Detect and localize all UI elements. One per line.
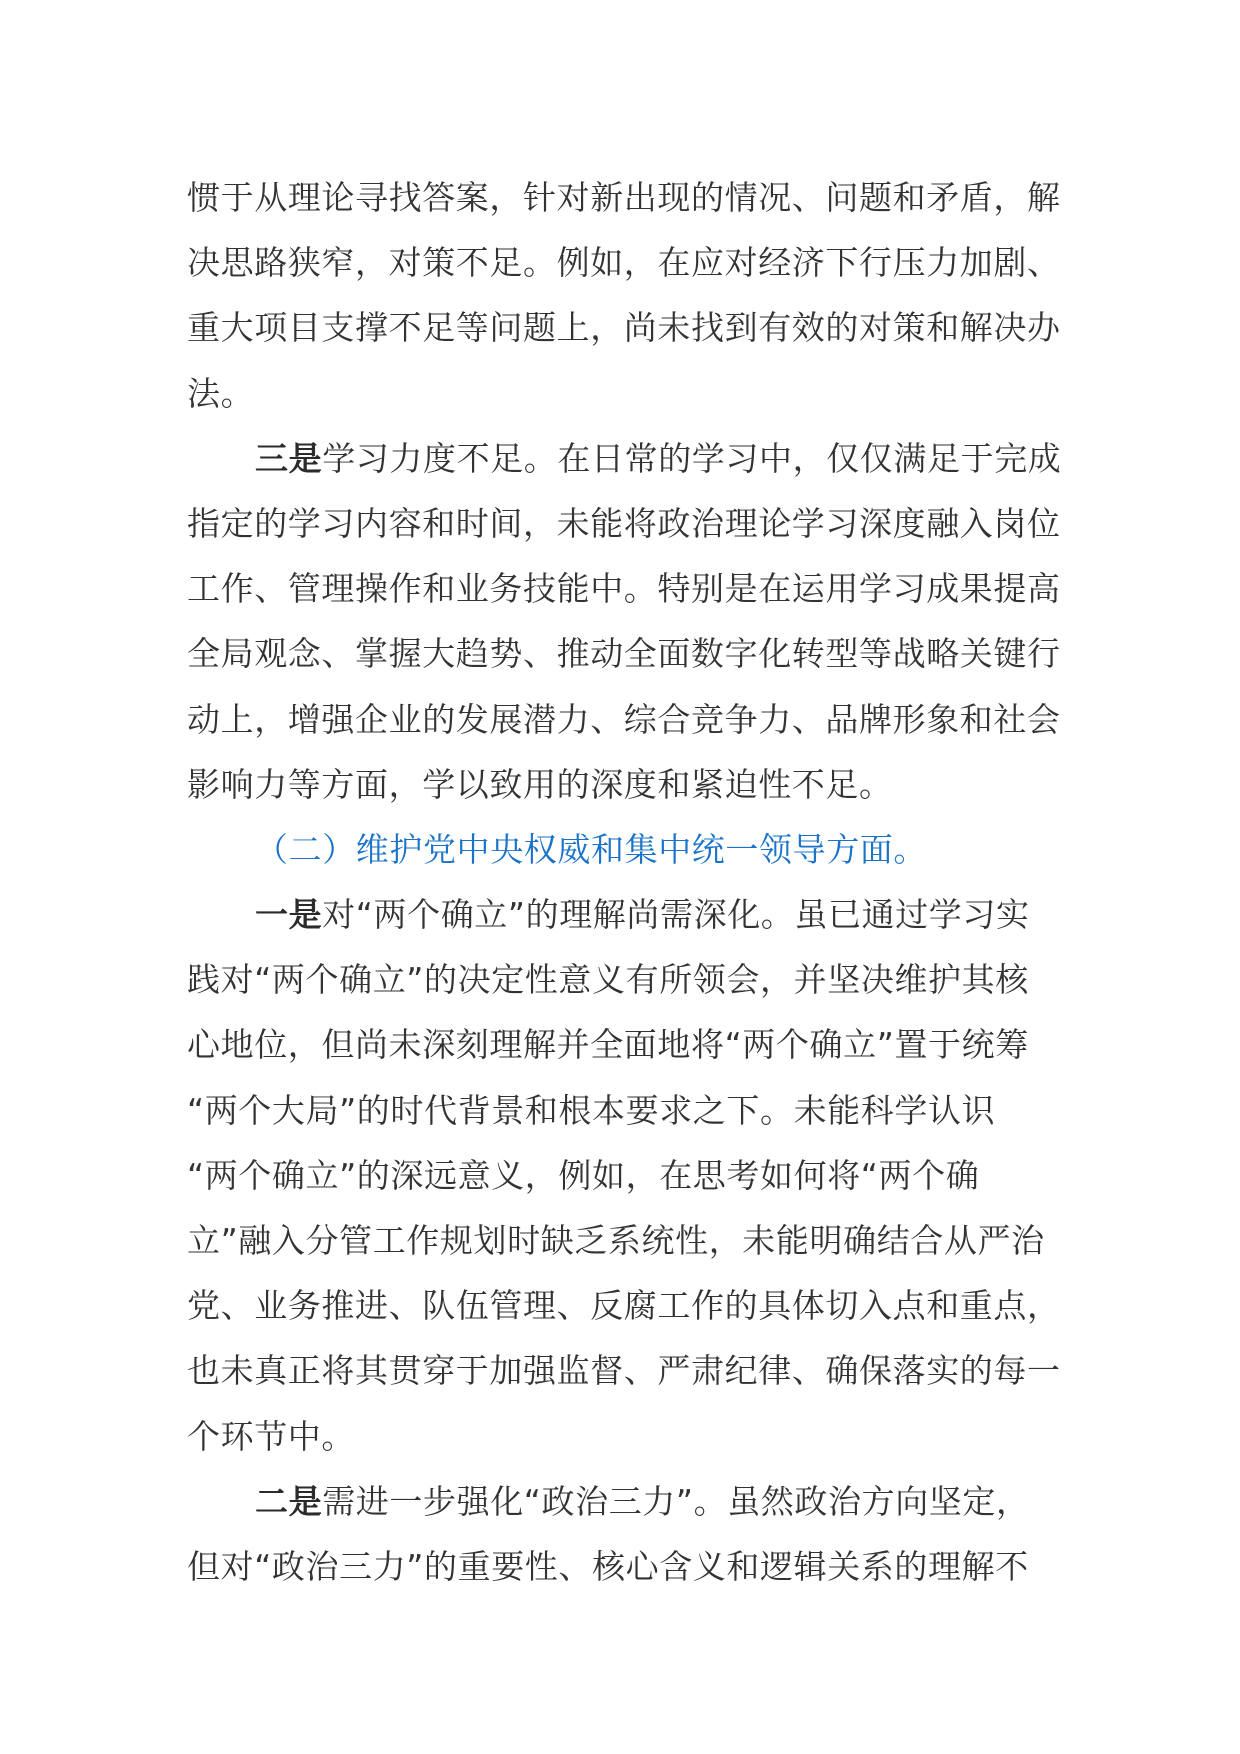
text-line <box>187 491 1061 556</box>
line-text: 但对“政治三力”的重要性、核心含义和逻辑关系的理解不 <box>187 1546 1029 1586</box>
text-line <box>187 1208 1045 1273</box>
line-text: “两个确立”的深远意义，例如，在思考如何将“两个确 <box>187 1155 980 1195</box>
line-text: 践对“两个确立”的决定性意义有所领会，并坚决维护其核 <box>187 960 1029 1000</box>
line-text: 对“两个确立”的理解尚需深化。虽已通过学习实 <box>322 895 1030 935</box>
line-text: 个环节中。 <box>187 1416 355 1456</box>
text-line <box>187 295 1061 360</box>
line-text: 惯于从理论寻找答案，针对新出现的情况、问题和矛盾，解 <box>187 178 1061 217</box>
line-text: 也未真正将其贯穿于加强监督、严肃纪律、确保落实的每一 <box>187 1351 1061 1391</box>
text-line <box>187 165 1061 230</box>
text-line <box>187 361 1039 426</box>
paragraph-start <box>187 882 1039 947</box>
text-line <box>187 1534 1039 1599</box>
paragraph-start <box>187 426 1062 491</box>
line-text: 工作、管理操作和业务技能中。特别是在运用学习成果提高 <box>187 569 1061 609</box>
line-text: 重大项目支撑不足等问题上，尚未找到有效的对策和解决办 <box>187 308 1061 348</box>
section-heading-text: （二）维护党中央权威和集中统一领导方面。 <box>255 829 927 869</box>
line-text: 指定的学习内容和时间，未能将政治理论学习深度融入岗位 <box>187 503 1061 543</box>
text-line <box>187 1273 1061 1338</box>
section-heading <box>187 817 1039 882</box>
text-line <box>187 556 1061 621</box>
line-text: 需进一步强化“政治三力”。虽然政治方向坚定， <box>322 1481 1030 1521</box>
text-line <box>187 621 1061 686</box>
line-text: 学习力度不足。在日常的学习中，仅仅满足于完成 <box>322 438 1062 478</box>
text-line <box>187 1143 1039 1208</box>
line-text: 动上，增强企业的发展潜力、综合竞争力、品牌形象和社会 <box>187 699 1061 739</box>
paragraph-lead: 二是 <box>255 1481 323 1521</box>
text-line <box>187 687 1061 752</box>
line-text: 党、业务推进、队伍管理、反腐工作的具体切入点和重点， <box>187 1286 1061 1326</box>
text-line <box>187 1404 1039 1469</box>
text-line <box>187 1012 1039 1077</box>
line-text: 决思路狭窄，对策不足。例如，在应对经济下行压力加剧、 <box>187 243 1061 283</box>
line-text: 影响力等方面，学以致用的深度和紧迫性不足。 <box>187 764 893 804</box>
text-line <box>187 1078 1039 1143</box>
line-text: 心地位，但尚未深刻理解并全面地将“两个确立”置于统筹 <box>187 1025 1029 1065</box>
text-line <box>187 230 1061 295</box>
paragraph-lead: 一是 <box>255 895 323 935</box>
line-text: 全局观念、掌握大趋势、推动全面数字化转型等战略关键行 <box>187 634 1061 674</box>
text-line <box>187 947 1039 1012</box>
document-body <box>187 165 1062 1599</box>
text-line <box>187 752 1039 817</box>
paragraph-lead: 三是 <box>255 438 323 478</box>
line-text: 法。 <box>187 373 255 413</box>
line-text: 立”融入分管工作规划时缺乏系统性，未能明确结合从严治 <box>187 1221 1045 1260</box>
line-text: “两个大局”的时代背景和根本要求之下。未能科学认识 <box>187 1090 996 1130</box>
text-line <box>187 1338 1061 1403</box>
paragraph-start <box>187 1469 1039 1534</box>
